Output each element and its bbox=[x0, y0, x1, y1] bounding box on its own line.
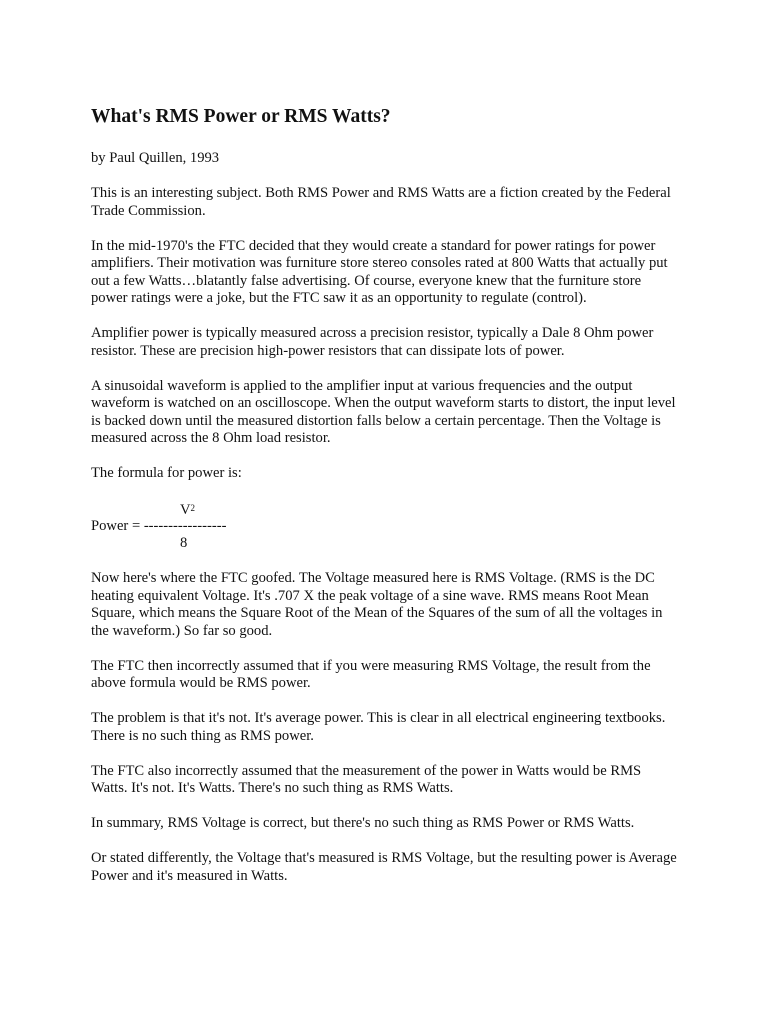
paragraph-average-power: The problem is that it's not. It's average power. This is clear in all electrical engineering textbooks. There is no such thing as RMS power. bbox=[91, 710, 666, 744]
page-title: What's RMS Power or RMS Watts? bbox=[91, 106, 391, 127]
formula-denominator: 8 bbox=[180, 535, 188, 551]
power-formula bbox=[91, 500, 681, 553]
paragraph-restated: Or stated differently, the Voltage that's measured is RMS Voltage, but the resulting power is Average Power and it's measured in Watts. bbox=[91, 850, 677, 884]
document-body bbox=[91, 104, 681, 903]
paragraph-measurement: Amplifier power is typically measured across a precision resistor, typically a Dale 8 Ohm power resistor. These are precision high-power resistors that can dissipate lots of power. bbox=[91, 325, 654, 359]
byline: by Paul Quillen, 1993 bbox=[91, 150, 220, 166]
formula-numerator bbox=[91, 500, 681, 518]
paragraph-summary: In summary, RMS Voltage is correct, but there's no such thing as RMS Power or RMS Watts. bbox=[91, 815, 635, 831]
paragraph-ftc-assumption-watts: The FTC also incorrectly assumed that the measurement of the power in Watts would be RMS Watts. It's not. It's Watts. There's no such thing as RMS Watts. bbox=[91, 762, 642, 796]
formula-lhs: Power = ----------------- bbox=[91, 517, 227, 534]
paragraph-formula-intro: The formula for power is: bbox=[91, 465, 242, 481]
paragraph-ftc-assumption-power: The FTC then incorrectly assumed that if you were measuring RMS Voltage, the result from the above formula would be RMS power. bbox=[91, 657, 651, 691]
formula-numerator-exponent: 2 bbox=[190, 503, 196, 513]
paragraph-ftc-goofed: Now here's where the FTC goofed. The Voltage measured here is RMS Voltage. (RMS is the DC heating equivalent Voltage. It's .707 X the peak voltage of a sine wave. RMS means Root Mean Square, which means the Square Root of the Mean of the Squares of the sum of all the voltages in the waveform.) So far so good. bbox=[91, 570, 663, 639]
formula-numerator-base: V bbox=[180, 502, 191, 518]
paragraph-history: In the mid-1970's the FTC decided that they would create a standard for power ratings for power amplifiers. Their motivation was furniture store stereo consoles rated at 800 Watts that actually put out a few Watts…blatantly false advertising. Of course, everyone knew that the furniture store power ratings were a joke, but the FTC saw it as an opportunity to regulate (control). bbox=[91, 237, 668, 306]
paragraph-intro: This is an interesting subject. Both RMS Power and RMS Watts are a fiction created by the Federal Trade Commission. bbox=[91, 185, 671, 219]
paragraph-waveform: A sinusoidal waveform is applied to the amplifier input at various frequencies and the output waveform is watched on an oscilloscope. When the output waveform starts to distort, the input level is backed down until the measured distortion falls below a certain percentage. Then the Voltage is measured across the 8 Ohm load resistor. bbox=[91, 377, 676, 446]
